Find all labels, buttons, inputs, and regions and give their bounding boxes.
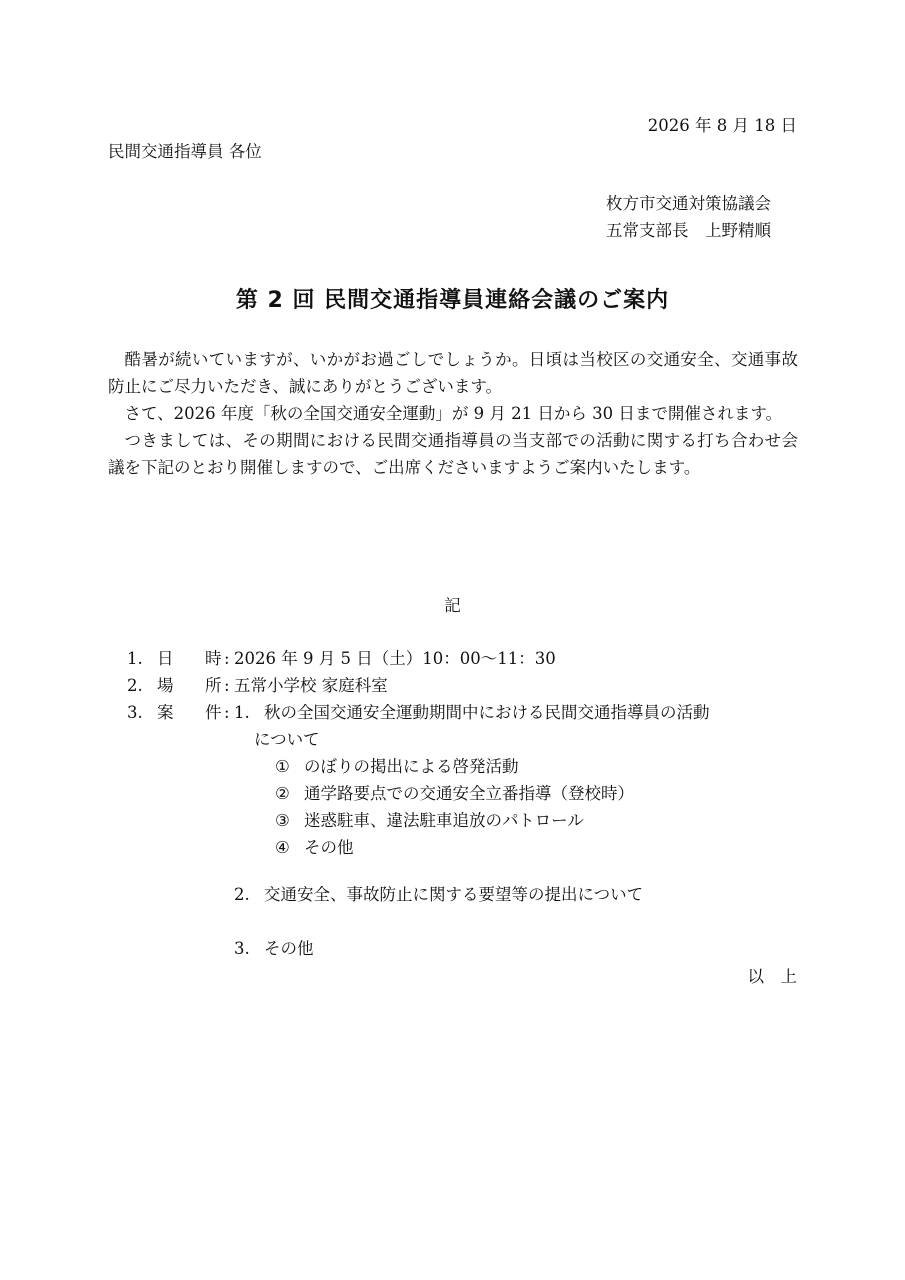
subitem-mark: ④ [275,838,290,857]
item-number: 2. [127,676,143,695]
body-text [108,346,798,481]
item-colon: : [224,703,230,722]
item-colon: : [224,676,230,695]
sender-name: 五常支部長 上野精順 [606,221,771,240]
document-date: 2026 年 8 月 18 日 [647,116,797,135]
sender-organization: 枚方市交通対策協議会 [606,194,771,213]
agenda-number: 3. [234,939,250,958]
agenda-text: 秋の全国交通安全運動期間中における民間交通指導員の活動 [264,703,710,722]
ki-heading: 記 [444,596,461,615]
item-label-a: 案 [157,703,174,722]
agenda-text-continued: について [254,730,320,749]
item-number: 1. [127,649,143,668]
item-label-b: 所 [205,676,222,695]
subitem-mark: ② [275,784,290,803]
item-colon: : [224,649,230,668]
subitem-text: その他 [304,838,354,857]
agenda-text: その他 [264,939,314,958]
item-label-a: 日 [157,649,174,668]
body-paragraph: 酷暑が続いていますが、いかがお過ごしでしょうか。日頃は当校区の交通安全、交通事故防止にご尽力いただき、誠にありがとうございます。 [108,350,798,396]
recipient: 民間交通指導員 各位 [108,142,262,161]
item-label-b: 時 [205,649,222,668]
document-title: 第 2 回 民間交通指導員連絡会議のご案内 [235,288,670,313]
subitem-mark: ③ [275,811,290,830]
closing-mark: 以 上 [747,967,797,986]
item-value: 五常小学校 家庭科室 [234,676,388,695]
agenda-text: 交通安全、事故防止に関する要望等の提出について [264,885,644,904]
subitem-text: 迷惑駐車、違法駐車追放のパトロール [304,811,584,830]
agenda-number: 1. [234,703,250,722]
body-paragraph: さて、2026 年度「秋の全国交通安全運動」が 9 月 21 日から 30 日まで開催されます。 [124,404,783,423]
item-number: 3. [127,703,143,722]
body-paragraph: つきましては、その期間における民間交通指導員の当支部での活動に関する打ち合わせ会議を下記のとおり開催しますので、ご出席くださいますようご案内いたします。 [108,431,798,477]
item-value: 2026 年 9 月 5 日（土）10：00～11：30 [234,649,556,668]
subitem-mark: ① [275,757,290,776]
agenda-number: 2. [234,885,250,904]
item-label-a: 場 [157,676,174,695]
item-label-b: 件 [205,703,222,722]
subitem-text: 通学路要点での交通安全立番指導（登校時） [304,784,634,803]
subitem-text: のぼりの掲出による啓発活動 [304,757,519,776]
